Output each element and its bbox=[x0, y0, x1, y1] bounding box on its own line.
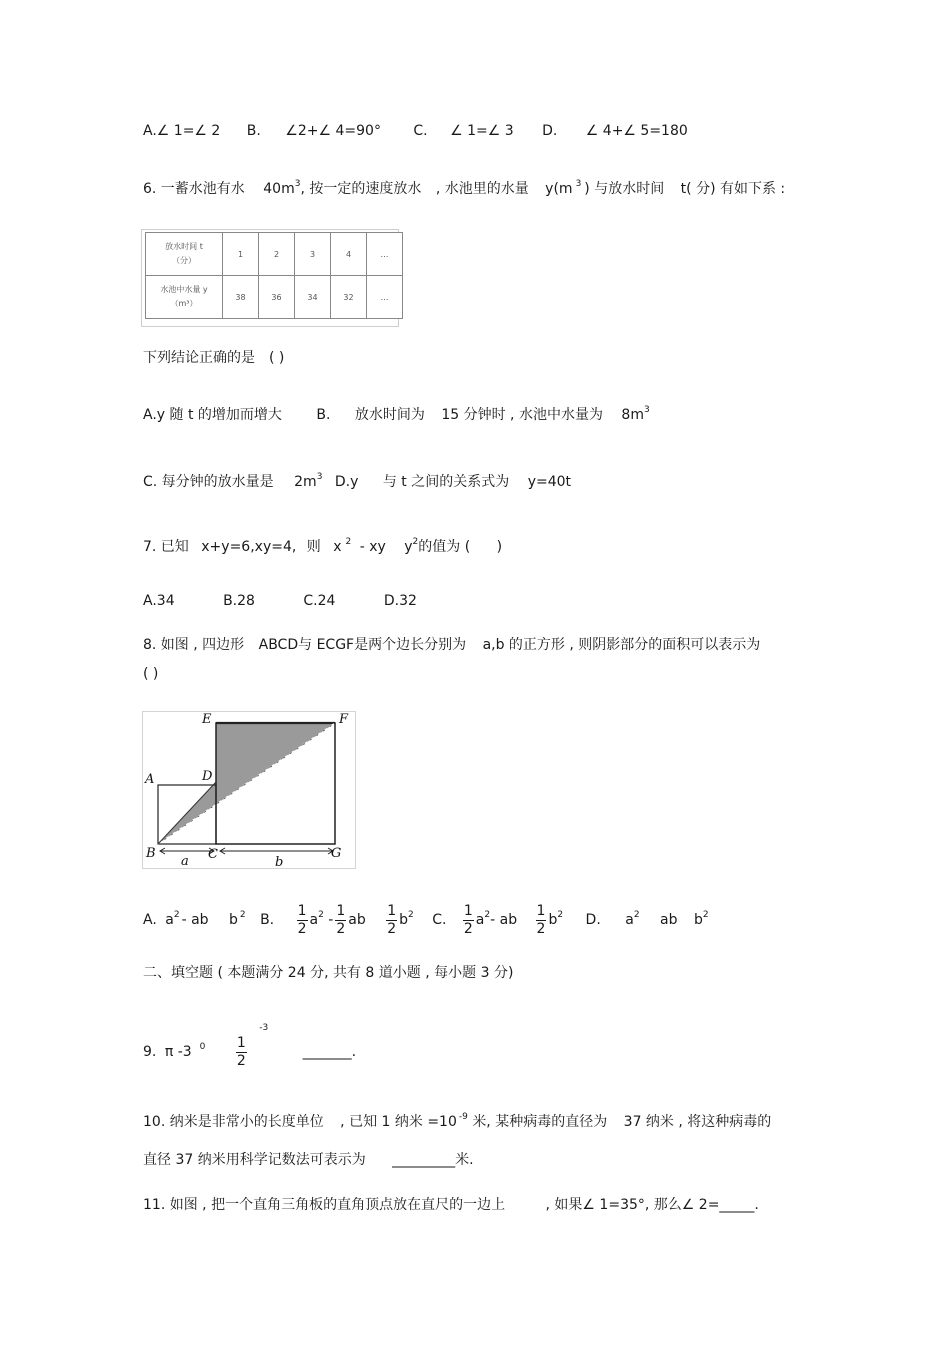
table-header-volume: 水池中水量 y （m³） bbox=[146, 276, 223, 319]
q8-paren: ( ) bbox=[143, 666, 159, 682]
label-g: G bbox=[331, 846, 342, 861]
q6-option-d2: y=40t bbox=[527, 474, 572, 490]
table-header-time: 放水时间 t （分） bbox=[146, 233, 223, 276]
table-cell: 32 bbox=[331, 276, 367, 319]
q6-stem-a: 6. 一蓄水池有水 bbox=[143, 181, 245, 197]
q6-option-c: C. 每分钟的放水量是 bbox=[143, 474, 274, 490]
q8-option-c-label: C. bbox=[432, 912, 447, 928]
q8-stem: 8. 如图 , 四边形 ABCD与 ECGF是两个边长分别为 a,b 的正方形 , 则阴影部分的面积可以表示为 bbox=[143, 637, 761, 653]
q11: 11. 如图 , 把一个直角三角板的直角顶点放在直尺的一边上 , 如果∠ 1=35°, 那么∠ 2=_____. bbox=[143, 1197, 759, 1213]
q6-sup3b: 3 bbox=[575, 179, 582, 189]
label-len-b: b bbox=[275, 855, 284, 868]
q6-table bbox=[145, 232, 403, 319]
q8-option-b-label: B. bbox=[260, 912, 275, 928]
label-c: C bbox=[208, 847, 218, 862]
q7-option-c: C.24 bbox=[303, 593, 336, 609]
table-row bbox=[146, 276, 403, 319]
label-f: F bbox=[339, 712, 349, 727]
table-row bbox=[146, 233, 403, 276]
q5-option-d-text: ∠ 4+∠ 5=180 bbox=[585, 123, 688, 139]
q6-stem-f: ) 与放水时间 bbox=[584, 181, 665, 197]
q6-stem-e: y(m bbox=[545, 181, 573, 197]
q10-line1: 10. 纳米是非常小的长度单位 , 已知 1 纳米 =10 $^{-9}$ 米, 某种病毒的直径为 37 纳米 , 将这种病毒的 bbox=[143, 1112, 772, 1130]
table-cell: 2 bbox=[259, 233, 295, 276]
q6-option-b2: 15 分钟时 , 水池中水量为 bbox=[441, 407, 603, 423]
label-d: D bbox=[202, 769, 213, 784]
q8-figure bbox=[142, 711, 356, 869]
q6-stem-g: t( 分) 有如下系 : bbox=[680, 181, 786, 197]
table-cell: 38 bbox=[223, 276, 259, 319]
q6-prompt: 下列结论正确的是 ( ) bbox=[143, 350, 285, 366]
table-cell: 34 bbox=[295, 276, 331, 319]
q6-options-cd: C. 每分钟的放水量是 $2m^3$ D.y 与 t 之间的关系式为 y=40t bbox=[143, 472, 572, 490]
q6-option-b-label: B. bbox=[316, 407, 331, 423]
table-cell: … bbox=[367, 276, 403, 319]
q5-option-d: D. bbox=[542, 123, 558, 139]
label-e: E bbox=[202, 712, 212, 727]
q6-options-ab: A.y 随 t 的增加而增大 B. 放水时间为 15 分钟时 , 水池中水量为 $8m^3$ bbox=[143, 405, 650, 423]
table-cell: … bbox=[367, 233, 403, 276]
q8-options: A. $a^2$ - ab b $^2$ B. $\frac{1}{2}$ $a^2$ - $\frac{1}{2}$ ab $\frac{1}{2}$ $b^2$ C. $\frac{1}{2}$ $a^2-$ ab $\frac{1}{2}$ $b^2$ D. $a^2$ ab $b^2$ bbox=[143, 902, 709, 937]
q5-option-b-text: ∠2+∠ 4=90° bbox=[285, 123, 381, 139]
q8-option-a-label: A. bbox=[143, 912, 157, 928]
q7-options bbox=[143, 591, 417, 611]
q8-option-d-label: D. bbox=[585, 912, 601, 928]
q6-option-a: A.y 随 t 的增加而增大 bbox=[143, 407, 282, 423]
q7-stem: 7. 已知 x+y=6,xy=4, 则 x $^2$ - xy $y^2$的值为 ( ) bbox=[143, 537, 503, 555]
label-a: A bbox=[145, 772, 155, 787]
q5-option-a: A.∠ 1=∠ 2 bbox=[143, 123, 221, 139]
q5-option-b: B. bbox=[246, 123, 261, 139]
q7-option-a: A.34 bbox=[143, 593, 175, 609]
table-cell: 36 bbox=[259, 276, 295, 319]
label-len-a: a bbox=[181, 854, 189, 868]
squares-diagram bbox=[143, 712, 355, 868]
q6-option-c2: 2m bbox=[294, 474, 317, 490]
q6-option-d: 与 t 之间的关系式为 bbox=[382, 474, 510, 490]
q6-stem bbox=[143, 179, 785, 199]
section-2-heading: 二、填空题 ( 本题满分 24 分, 共有 8 道小题 , 每小题 3 分) bbox=[143, 965, 514, 981]
q5-options bbox=[143, 121, 688, 141]
q6-option-b3: 8m bbox=[621, 407, 644, 423]
q5-option-c-text: ∠ 1=∠ 3 bbox=[450, 123, 514, 139]
q6-stem-d: , 水池里的水量 bbox=[435, 181, 529, 197]
q9: 9. π -3 $^0$ $\frac{1}{2}$ $^{-3}$ _______. bbox=[143, 1023, 357, 1069]
table-cell: 4 bbox=[331, 233, 367, 276]
q6-option-b: 放水时间为 bbox=[354, 407, 425, 423]
q6-stem-c: , 按一定的速度放水 bbox=[300, 181, 422, 197]
label-b: B bbox=[146, 846, 156, 861]
q7-option-d: D.32 bbox=[383, 593, 417, 609]
q7-option-b: B.28 bbox=[223, 593, 255, 609]
q6-sup3: 3 bbox=[294, 179, 301, 189]
table-cell: 1 bbox=[223, 233, 259, 276]
table-cell: 3 bbox=[295, 233, 331, 276]
q6-stem-b: 40m bbox=[263, 181, 295, 197]
q6-option-d-label: D.y bbox=[334, 474, 359, 490]
q5-option-c: C. bbox=[413, 123, 428, 139]
q10-line2: 直径 37 纳米用科学记数法可表示为 _________米. bbox=[143, 1152, 474, 1168]
